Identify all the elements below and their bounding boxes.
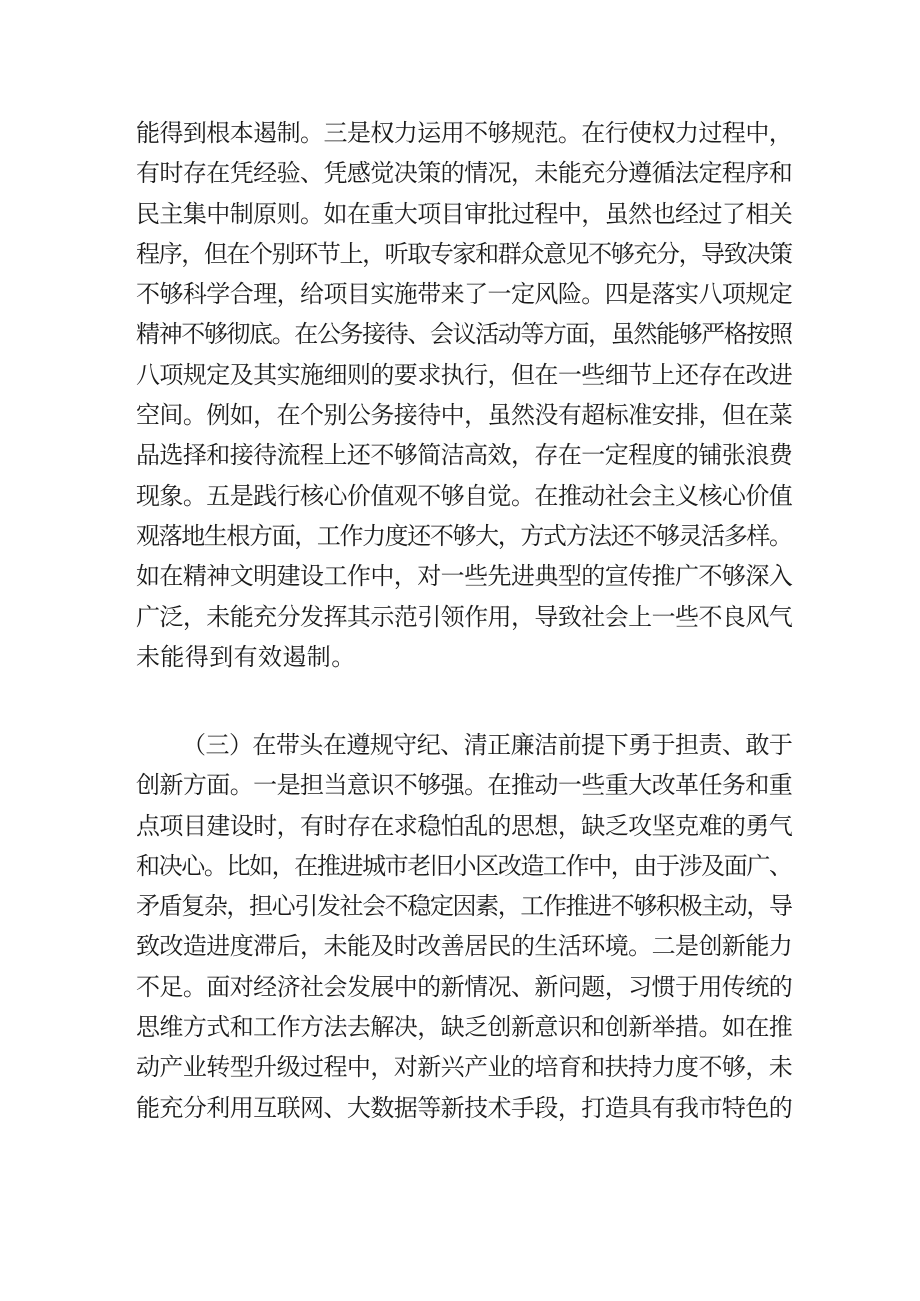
text-line: 能得到根本遏制。三是权力运用不够规范。在行使权力过程中，	[136, 119, 793, 147]
text-line: 民主集中制原则。如在重大项目审批过程中，虽然也经过了相关	[136, 199, 793, 228]
text-line: 精神不够彻底。在公务接待、会议活动等方面，虽然能够严格按照	[136, 320, 792, 349]
text-line: 能充分利用互联网、大数据等新技术手段，打造具有我市特色的	[136, 1093, 793, 1122]
text-line: 和决心。比如，在推进城市老旧小区改造工作中，由于涉及面广、	[136, 851, 792, 880]
text-line: 创新方面。一是担当意识不够强。在推动一些重大改革任务和重	[136, 771, 793, 800]
text-line: 现象。五是践行核心价值观不够自觉。在推动社会主义核心价值	[136, 481, 793, 510]
text-line: 程序，但在个别环节上，听取专家和群众意见不够充分，导致决策	[136, 239, 792, 268]
text-line: 矛盾复杂，担心引发社会不稳定因素，工作推进不够积极主动，导	[136, 892, 792, 921]
text-line: 不足。面对经济社会发展中的新情况、新问题，习惯于用传统的	[136, 972, 793, 1001]
text-line: 观落地生根方面，工作力度还不够大，方式方法还不够灵活多样。	[136, 521, 792, 550]
paragraph-continuation	[136, 113, 792, 677]
text-line: 广泛，未能充分发挥其示范引领作用，导致社会上一些不良风气	[136, 602, 793, 631]
text-line: 八项规定及其实施细则的要求执行，但在一些细节上还存在改进	[136, 360, 793, 389]
section-three-paragraph	[136, 725, 792, 1128]
text-line: 致改造进度滞后，未能及时改善居民的生活环境。二是创新能力	[136, 932, 793, 961]
section-heading-line: （三）在带头在遵规守纪、清正廉洁前提下勇于担责、敢于	[182, 731, 793, 759]
text-line: 点项目建设时，有时存在求稳怕乱的思想，缺乏攻坚克难的勇气	[136, 811, 793, 840]
text-line: 思维方式和工作方法去解决，缺乏创新意识和创新举措。如在推	[136, 1013, 793, 1042]
text-line: 品选择和接待流程上还不够简洁高效，存在一定程度的铺张浪费	[136, 441, 793, 470]
text-line: 空间。例如，在个别公务接待中，虽然没有超标准安排，但在菜	[136, 401, 793, 430]
text-line: 有时存在凭经验、凭感觉决策的情况，未能充分遵循法定程序和	[136, 159, 793, 188]
text-line: 动产业转型升级过程中，对新兴产业的培育和扶持力度不够，未	[136, 1053, 793, 1082]
text-line: 未能得到有效遏制。	[136, 642, 356, 671]
text-line: 如在精神文明建设工作中，对一些先进典型的宣传推广不够深入	[136, 562, 793, 591]
text-line: 不够科学合理，给项目实施带来了一定风险。四是落实八项规定	[136, 280, 793, 309]
